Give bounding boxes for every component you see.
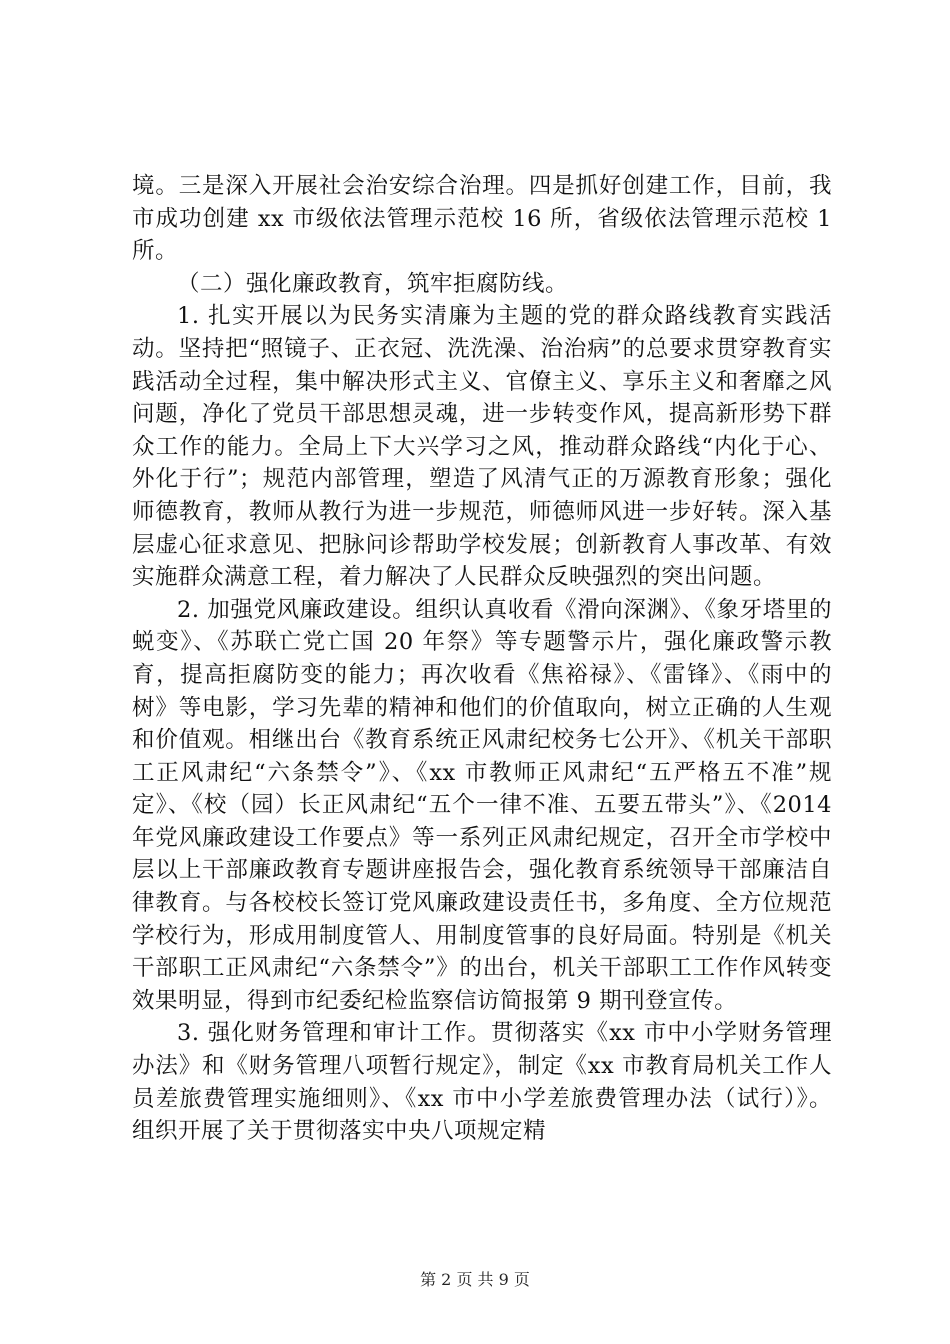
paragraph-item-1: 1. 扎实开展以为民务实清廉为主题的党的群众路线教育实践活动。坚持把“照镜子、正衣冠、洗洗澡、治治病”的总要求贯穿教育实践活动全过程，集中解决形式主义、官僚主义、享乐主义和奢靡之风问题，净化了党员干部思想灵魂，进一步转变作风，提高新形势下群众工作的能力。全局上下大兴学习之风，推动群众路线“内化于心、外化于行”；规范内部管理，塑造了风清气正的万源教育形象；强化师德教育，教师从教行为进一步规范，师德师风进一步好转。深入基层虚心征求意见、把脉问诊帮助学校发展；创新教育人事改革、有效实施群众满意工程，着力解决了人民群众反映强烈的突出问题。 [132, 303, 832, 591]
document-body [132, 170, 832, 1148]
page-number-footer: 第 2 页 共 9 页 [420, 1270, 530, 1289]
paragraph-item-2: 2. 加强党风廉政建设。组织认真收看《滑向深渊》、《象牙塔里的蜕变》、《苏联亡党亡国 20 年祭》等专题警示片，强化廉政警示教育，提高拒腐防变的能力；再次收看《焦裕禄》、《雷锋》、《雨中的树》等电影，学习先辈的精神和他们的价值取向，树立正确的人生观和价值观。相继出台《教育系统正风肃纪校务七公开》、《机关干部职工正风肃纪“六条禁令”》、《xx 市教师正风肃纪“五严格五不准”规定》、《校（园）长正风肃纪“五个一律不准、五要五带头”》、《2014 年党风廉政建设工作要点》等一系列正风肃纪规定，召开全市学校中层以上干部廉政教育专题讲座报告会，强化教育系统领导干部廉洁自律教育。与各校校长签订党风廉政建设责任书，多角度、全方位规范学校行为，形成用制度管人、用制度管事的良好局面。特别是《机关干部职工正风肃纪“六条禁令”》的出台，机关干部职工工作作风转变效果明显，得到市纪委纪检监察信访简报第 9 期刊登宣传。 [132, 596, 832, 1014]
paragraph-item-3: 3. 强化财务管理和审计工作。贯彻落实《xx 市中小学财务管理办法》和《财务管理八项暂行规定》，制定《xx 市教育局机关工作人员差旅费管理实施细则》、《xx 市中小学差旅费管理办法（试行）》。组织开展了关于贯彻落实中央八项规定精 [132, 1020, 832, 1145]
paragraph-continuation: 境。三是深入开展社会治安综合治理。四是抓好创建工作，目前，我市成功创建 xx 市级依法管理示范校 16 所，省级依法管理示范校 1 所。 [132, 173, 832, 265]
section-heading: （二）强化廉政教育，筑牢拒腐防线。 [177, 270, 569, 297]
